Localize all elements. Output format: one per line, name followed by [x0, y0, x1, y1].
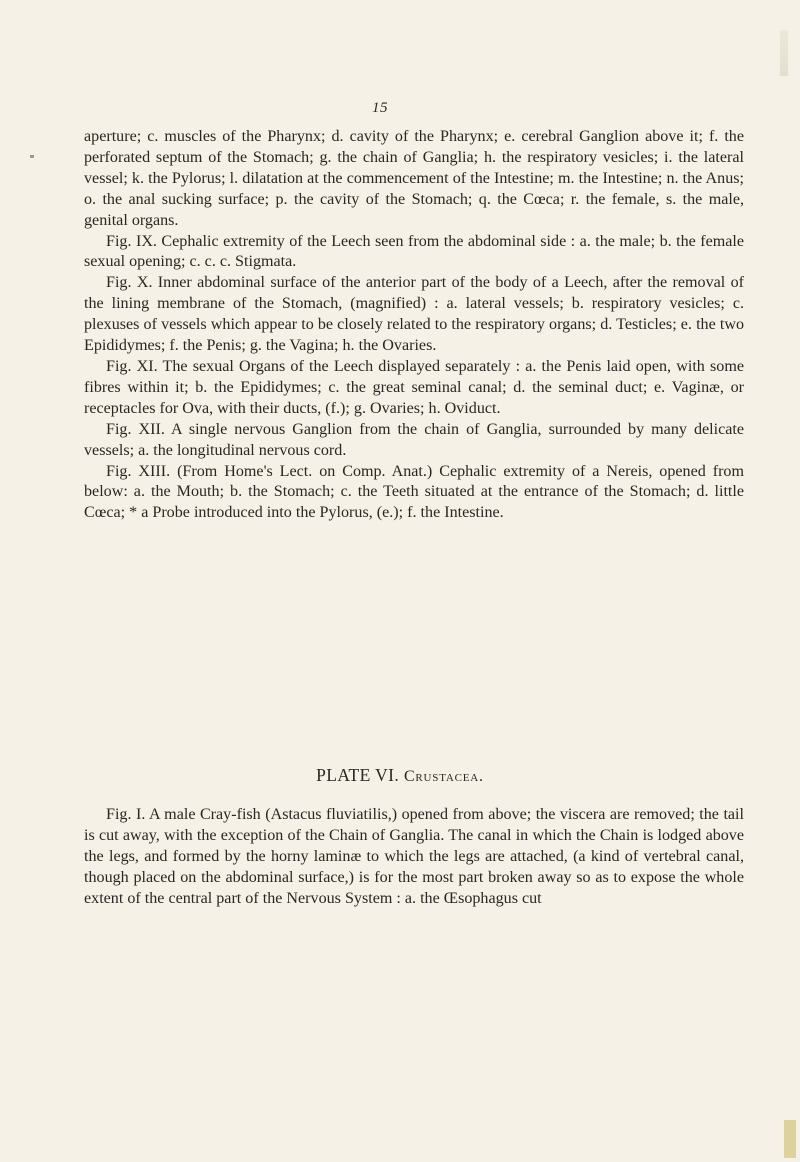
paragraph-continuation: aperture; c. muscles of the Pharynx; d. cavity of the Pharynx; e. cerebral Ganglion above it; f. the perforated septum of the Stomach; g. the chain of Ganglia; h. the respiratory vesicles; i. the lateral vessel; k. the Pylorus; l. dilatation at the commencement of the Intestine; m. the Intestine; n. the Anus; o. the anal sucking surface; p. the cavity of the Stomach; q. the Cœca; r. the female, s. the male, genital organs. — [84, 128, 744, 229]
plate-vi-explanations — [84, 805, 744, 910]
paragraph-plate-vi-fig-i: Fig. I. A male Cray-fish (Astacus fluviatilis,) opened from above; the viscera are removed; the tail is cut away, with the exception of the Chain of Ganglia. The canal in which the Chain is lodged above the legs, and formed by the horny laminæ to which the legs are attached, (a kind of vertebral canal, though placed on the abdominal surface,) is for the most part broken away so as to expose the whole extent of the central part of the Nervous System : a. the Œsophagus cut — [84, 806, 744, 907]
plate-title: PLATE VI. — [316, 765, 400, 785]
figure-explanations — [84, 127, 744, 524]
paragraph-fig-xiii: Fig. XIII. (From Home's Lect. on Comp. Anat.) Cephalic extremity of a Nereis, opened from below: a. the Mouth; b. the Stomach; c. the Teeth situated at the entrance of the Stomach; d. little Cœca; * a Probe introduced into the Pylorus, (e.); f. the Intestine. — [84, 462, 744, 522]
page-corner-stain — [784, 1120, 796, 1158]
plate-heading — [0, 765, 800, 786]
page-number: 15 — [372, 100, 388, 116]
paragraph-fig-x: Fig. X. Inner abdominal surface of the anterior part of the body of a Leech, after the removal of the lining membrane of the Stomach, (magnified) : a. lateral vessels; b. respiratory vesicles; c. plexuses of vessels which appear to be closely related to the respiratory organs; d. Testicles; e. the two Epididymes; f. the Penis; g. the Vagina; h. the Ovaries. — [84, 274, 744, 355]
page-blemish — [30, 155, 34, 158]
paragraph-fig-xii: Fig. XII. A single nervous Ganglion from the chain of Ganglia, surrounded by many delicate vessels; a. the longitudinal nervous cord. — [84, 420, 744, 459]
plate-subject: Crustacea. — [403, 768, 484, 785]
page-edge-shadow — [780, 30, 788, 76]
paragraph-fig-xi: Fig. XI. The sexual Organs of the Leech displayed separately : a. the Penis laid open, with some fibres within it; b. the Epididymes; c. the great seminal canal; d. the seminal duct; e. Vaginæ, or receptacles for Ova, with their ducts, (f.); g. Ovaries; h. Oviduct. — [84, 357, 744, 417]
paragraph-fig-ix: Fig. IX. Cephalic extremity of the Leech seen from the abdominal side : a. the male; b. the female sexual opening; c. c. c. Stigmata. — [84, 232, 744, 271]
